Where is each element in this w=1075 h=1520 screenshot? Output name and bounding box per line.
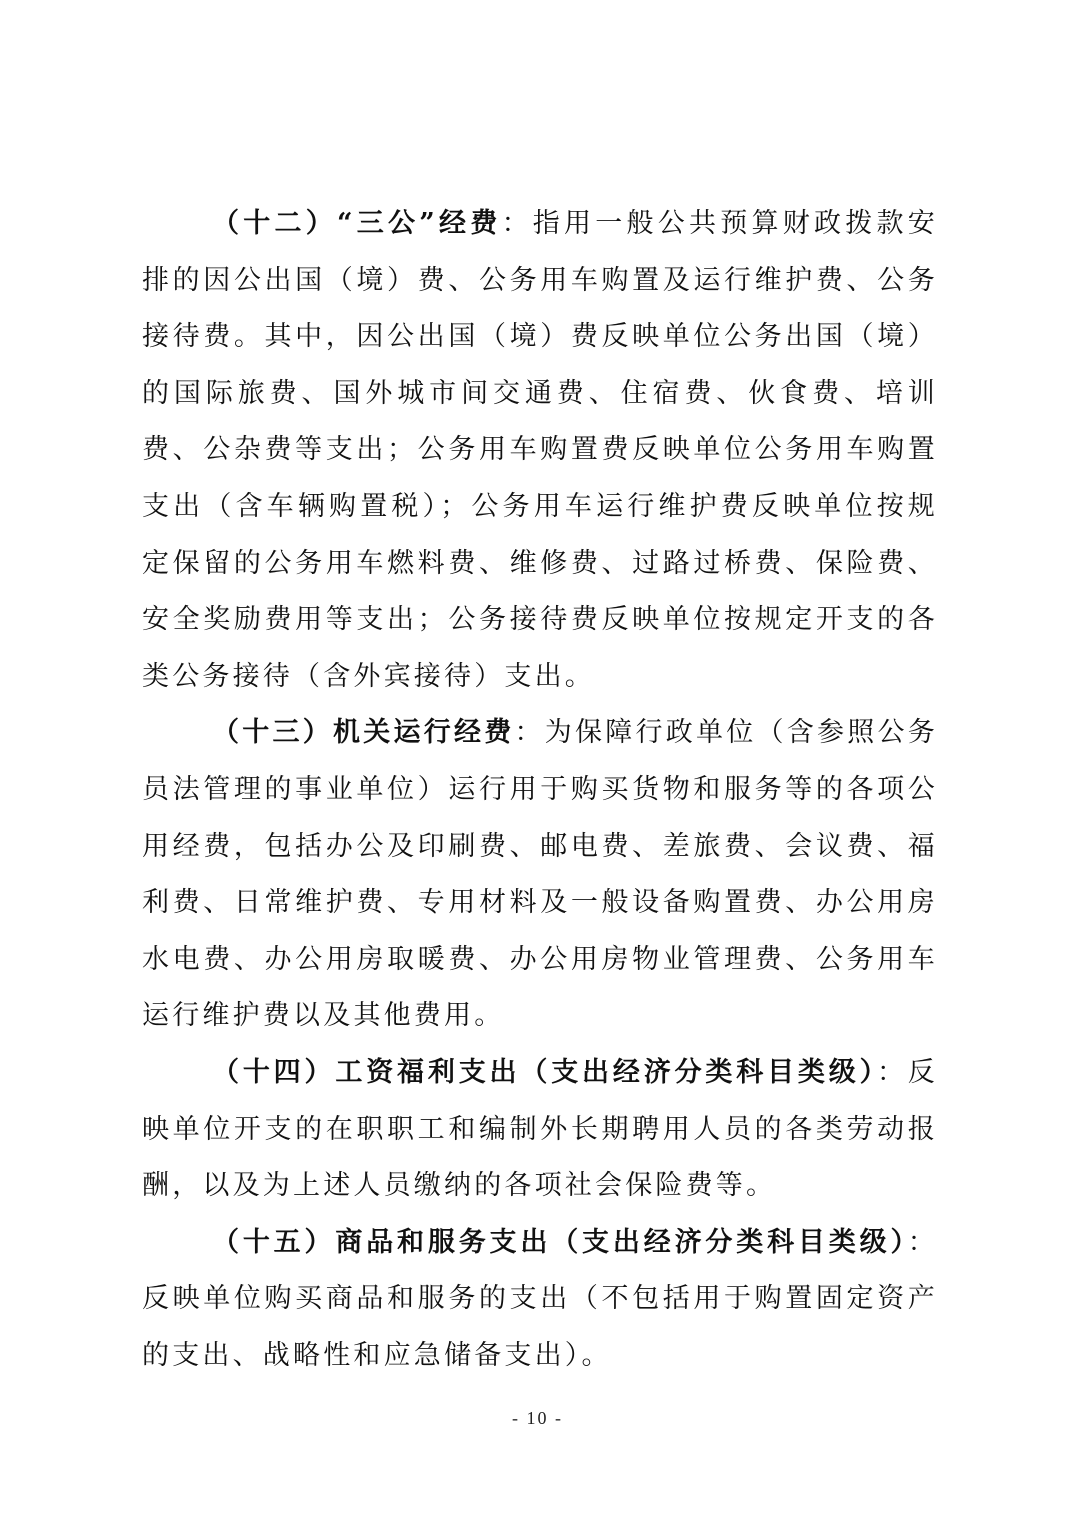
definition-goods-services-expenditure: ：反映单位购买商品和服务的支出（不包括用于购置固定资产的支出、战略性和应急储备支出）。 bbox=[142, 1226, 938, 1371]
term-goods-services-expenditure: （十五）商品和服务支出（支出经济分类科目类级） bbox=[212, 1226, 908, 1258]
paragraph-goods-services-expenditure bbox=[142, 1215, 938, 1385]
page-number: - 10 - bbox=[512, 1408, 563, 1428]
definition-san-gong-funds: ：指用一般公共预算财政拨款安排的因公出国（境）费、公务用车购置及运行维护费、公务接待费。其中，因公出国（境）费反映单位公务出国（境）的国际旅费、国外城市间交通费、住宿费、伙食费、培训费、公杂费等支出；公务用车购置费反映单位公务用车购置支出（含车辆购置税）；公务用车运行维护费反映单位按规定保留的公务用车燃料费、维修费、过路过桥费、保险费、安全奖励费用等支出；公务接待费反映单位按规定开支的各类公务接待（含外宾接待）支出。 bbox=[142, 208, 938, 692]
paragraph-san-gong-funds bbox=[142, 196, 938, 705]
term-wage-welfare-expenditure: （十四）工资福利支出（支出经济分类科目类级） bbox=[212, 1056, 877, 1088]
definition-wage-welfare-expenditure: ：反映单位开支的在职职工和编制外长期聘用人员的各类劳动报酬，以及为上述人员缴纳的各项社会保险费等。 bbox=[142, 1056, 938, 1202]
term-agency-operating-funds: （十三）机关运行经费 bbox=[212, 717, 515, 749]
paragraph-agency-operating-funds bbox=[142, 705, 938, 1045]
paragraph-wage-welfare-expenditure bbox=[142, 1045, 938, 1215]
definition-agency-operating-funds: ：为保障行政单位（含参照公务员法管理的事业单位）运行用于购买货物和服务等的各项公用经费，包括办公及印刷费、邮电费、差旅费、会议费、福利费、日常维护费、专用材料及一般设备购置费、办公用房水电费、办公用房取暖费、办公用房物业管理费、公务用车运行维护费以及其他费用。 bbox=[142, 717, 939, 1032]
document-body bbox=[142, 196, 938, 1384]
term-san-gong-funds: （十二）“三公”经费 bbox=[212, 208, 502, 239]
